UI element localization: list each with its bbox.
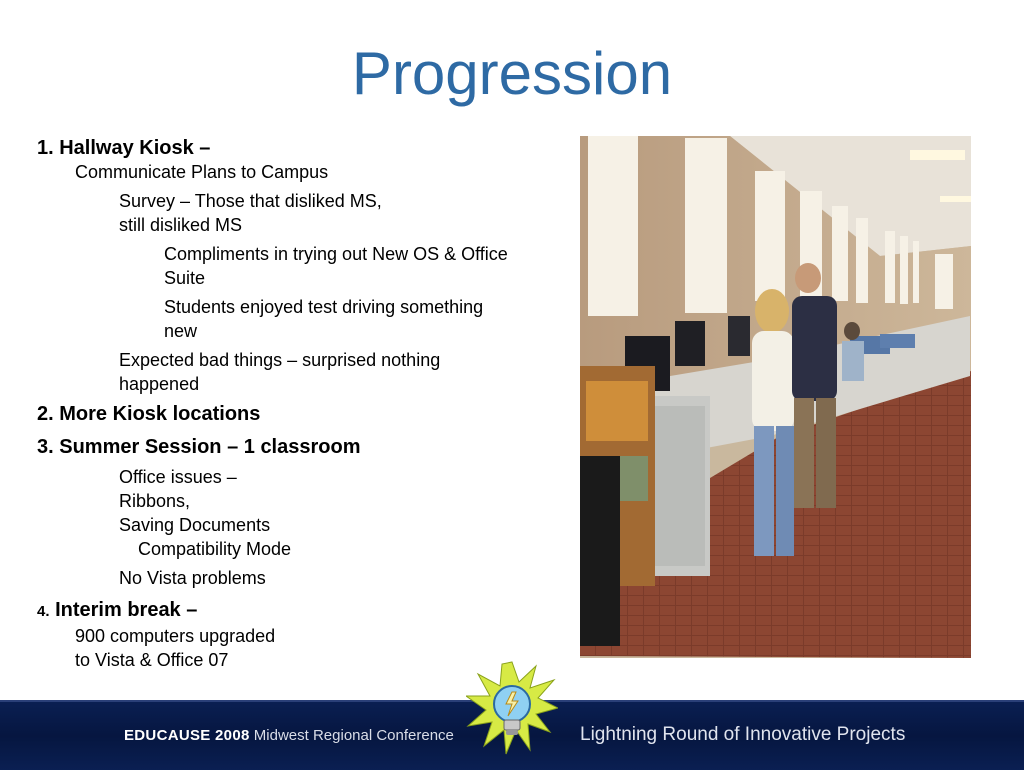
outline-list [37, 136, 557, 672]
survey-line-2: still disliked MS [119, 215, 243, 235]
item-1-survey [119, 189, 557, 237]
item-4-title: Interim break [55, 599, 181, 621]
expected-line-2: happened [119, 374, 200, 394]
students-line-2: new [164, 321, 198, 341]
compliments-line-2: Suite [164, 268, 206, 288]
item-4-dash: – [186, 599, 198, 621]
ribbons-line: Ribbons, [119, 491, 191, 511]
conference-name: Midwest Regional Conference [253, 727, 454, 744]
item-4-number: 4. [37, 603, 50, 620]
office-issues-line: Office issues – [119, 467, 237, 487]
item-3-heading: 3. Summer Session – 1 classroom [37, 436, 361, 458]
vista-office-line: to Vista & Office 07 [75, 650, 229, 670]
computers-upgraded-line: 900 computers upgraded [75, 626, 276, 646]
item-3-vista: No Vista problems [119, 568, 266, 588]
tagline: Lightning Round of Innovative Projects [580, 724, 906, 745]
item-2-heading: 2. More Kiosk locations [37, 403, 261, 425]
compatibility-mode-line: Compatibility Mode [138, 539, 292, 559]
conference-label [124, 727, 454, 744]
students-line-1: Students enjoyed test driving something [164, 297, 484, 317]
saving-documents-line: Saving Documents [119, 515, 271, 535]
item-3-office-issues [119, 465, 557, 561]
item-1-subheading: Communicate Plans to Campus [75, 162, 329, 182]
item-1-heading: 1. Hallway Kiosk – [37, 137, 211, 159]
slide-title: Progression [351, 40, 673, 107]
expected-line-1: Expected bad things – surprised nothing [119, 350, 441, 370]
survey-line-1: Survey – Those that disliked MS, [119, 191, 382, 211]
computer-lab-photo [580, 136, 971, 658]
item-4-heading [37, 598, 557, 624]
item-1-students [164, 295, 557, 343]
item-1-compliments [164, 242, 557, 290]
lightbulb-burst-icon [466, 660, 558, 756]
item-1-expected [119, 348, 557, 396]
compliments-line-1: Compliments in trying out New OS & Office [164, 244, 508, 264]
educause-label: EDUCAUSE 2008 [124, 727, 250, 744]
